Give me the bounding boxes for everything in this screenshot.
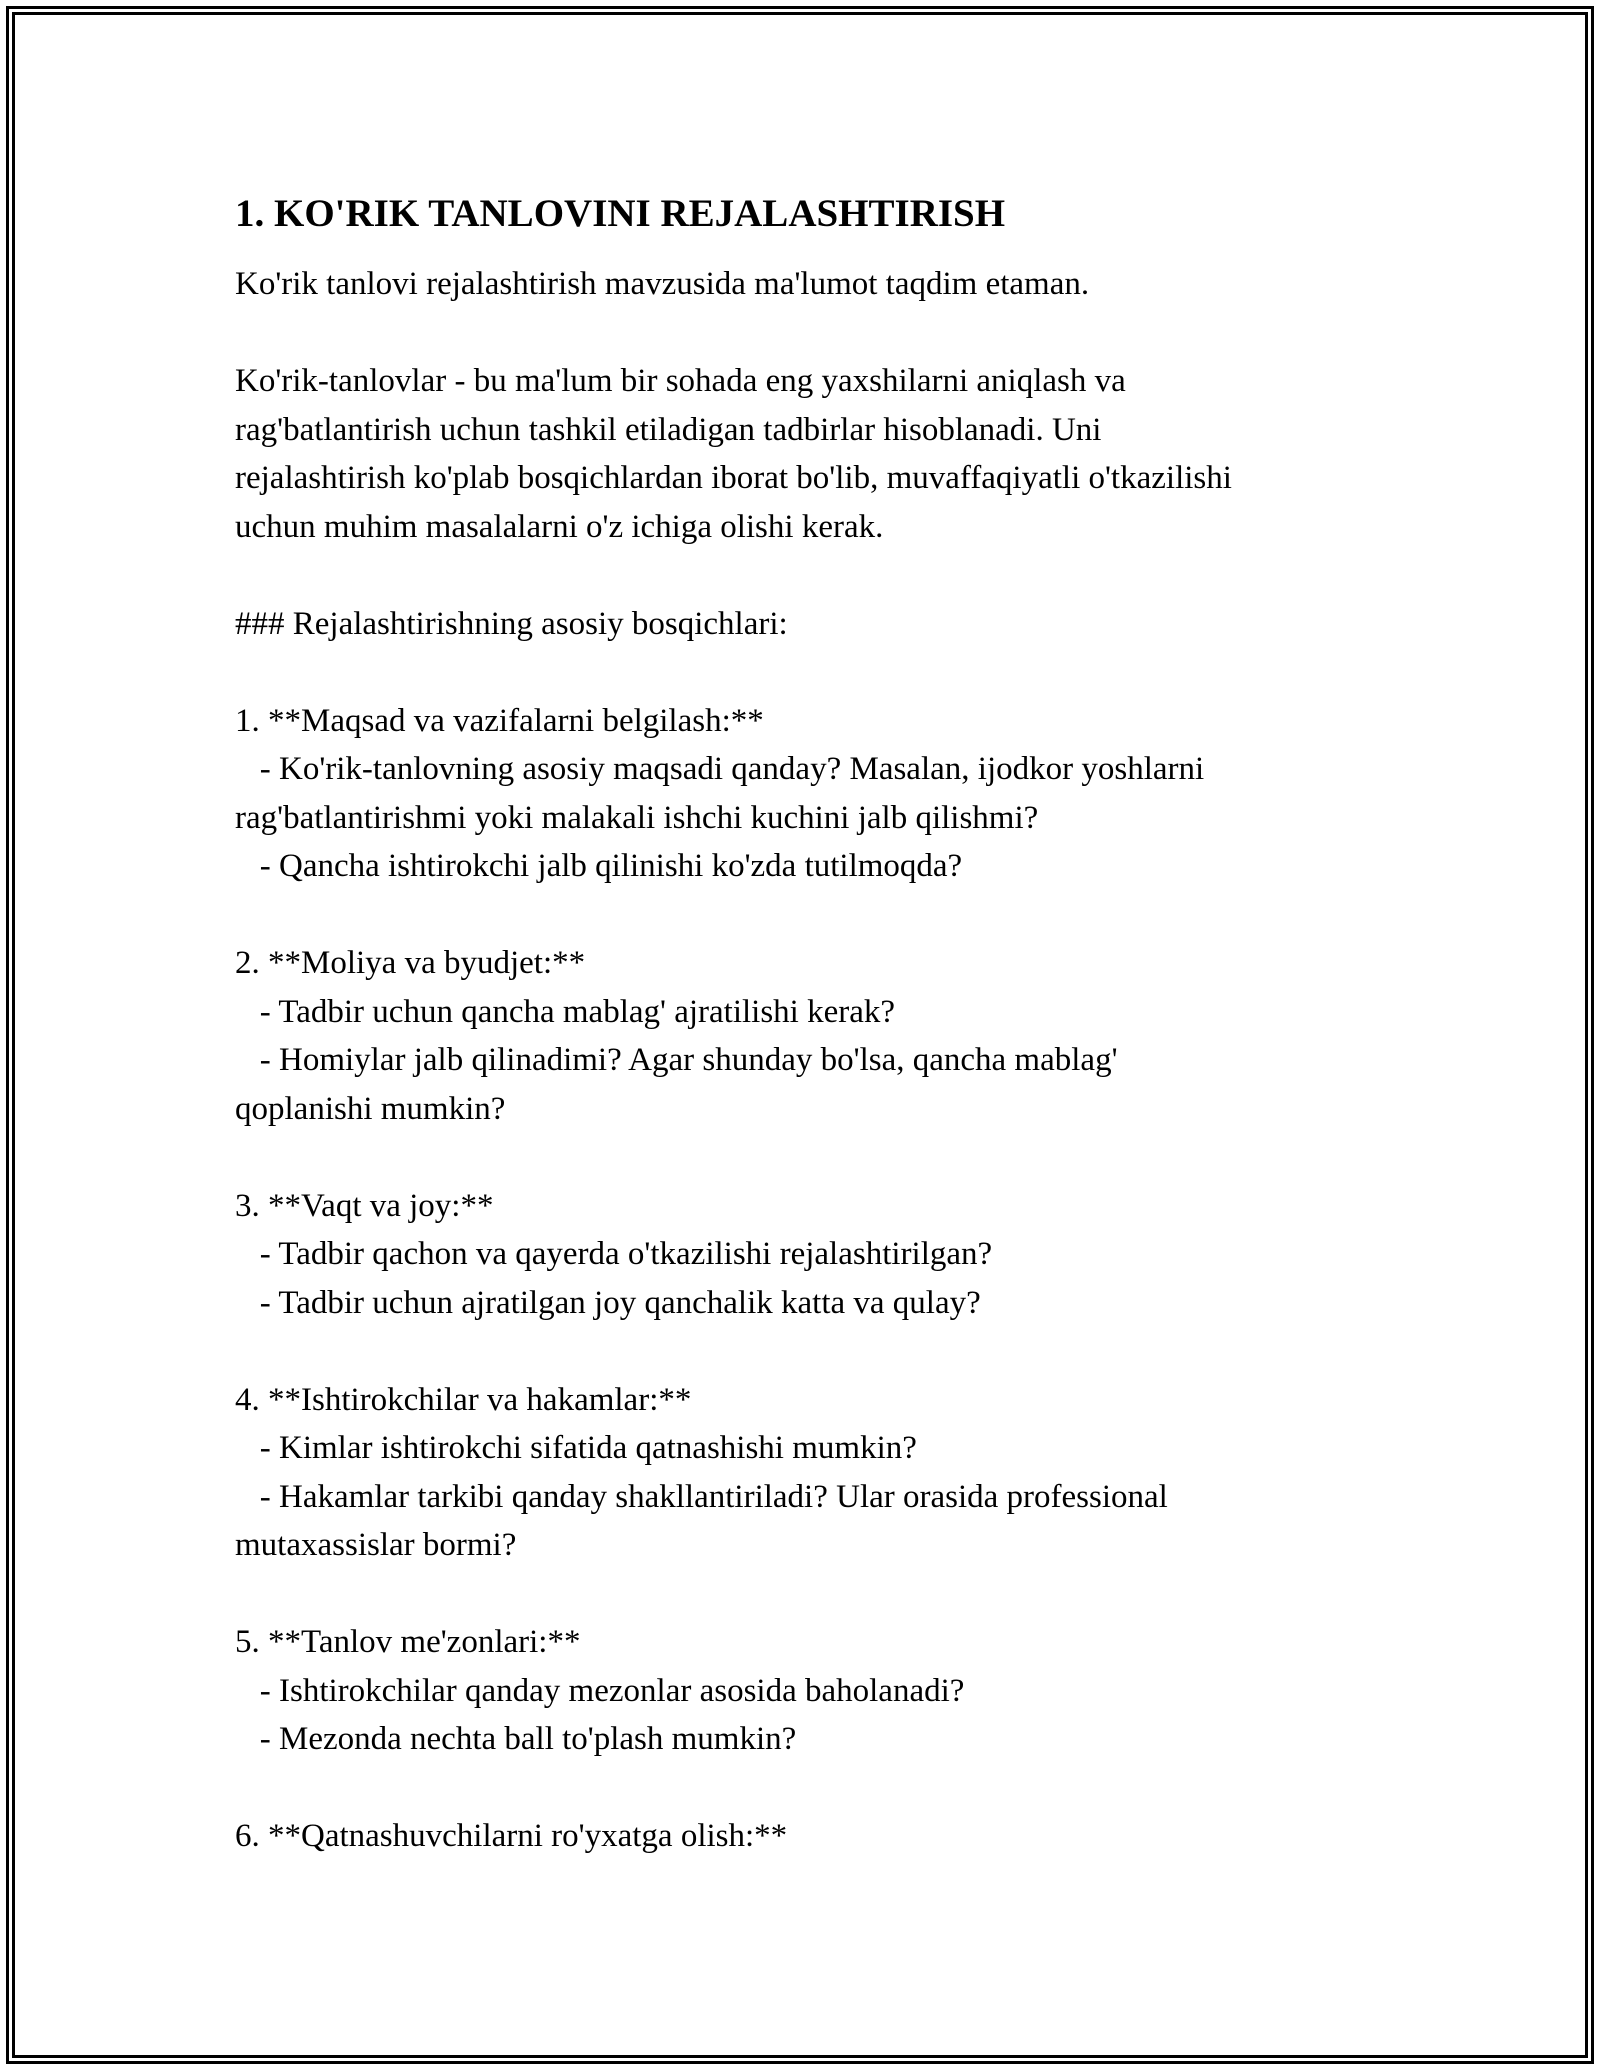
step-line: rag'batlantirishmi yoki malakali ishchi kuchini jalb qilishmi? xyxy=(235,799,1039,836)
step-line: - Homiylar jalb qilinadimi? Agar shunday bo'lsa, qancha mablag' xyxy=(235,1042,1118,1078)
blank-line xyxy=(235,551,1365,600)
step-heading: 2. **Moliya va byudjet:** xyxy=(235,945,586,981)
step-section-6 xyxy=(235,1812,1365,1861)
blank-line xyxy=(235,1327,1365,1376)
step-heading: 1. **Maqsad va vazifalarni belgilash:** xyxy=(235,702,764,739)
step-heading: 6. **Qatnashuvchilarni ro'yxatga olish:** xyxy=(235,1818,788,1854)
intro-paragraph xyxy=(235,357,1365,551)
step-line: - Ko'rik-tanlovning asosiy maqsadi qanday? Masalan, ijodkor yoshlarni xyxy=(235,751,1205,787)
step-line: - Qancha ishtirokchi jalb qilinishi ko'zda tutilmoqda? xyxy=(235,848,963,884)
blank-line xyxy=(235,648,1365,697)
paragraph-line: uchun muhim masalalarni o'z ichiga olishi kerak. xyxy=(235,508,884,545)
document-body xyxy=(235,190,1365,1861)
paragraph-line: rag'batlantirish uchun tashkil etiladigan tadbirlar hisoblanadi. Uni xyxy=(235,411,1102,448)
step-section-4 xyxy=(235,1376,1365,1570)
intro-line: Ko'rik tanlovi rejalashtirish mavzusida ma'lumot taqdim etaman. xyxy=(235,266,1090,302)
section-subheading: ### Rejalashtirishning asosiy bosqichlari: xyxy=(235,605,788,642)
blank-line xyxy=(235,891,1365,940)
blank-line xyxy=(235,1764,1365,1813)
document-title: 1. KO'RIK TANLOVINI REJALASHTIRISH xyxy=(235,192,1006,235)
step-line: - Mezonda nechta ball to'plash mumkin? xyxy=(235,1721,797,1757)
step-section-1 xyxy=(235,697,1365,891)
step-heading: 3. **Vaqt va joy:** xyxy=(235,1187,494,1224)
paragraph-line: rejalashtirish ko'plab bosqichlardan iborat bo'lib, muvaffaqiyatli o'tkazilishi xyxy=(235,460,1232,496)
step-line: - Tadbir uchun ajratilgan joy qanchalik katta va qulay? xyxy=(235,1284,981,1321)
step-heading: 5. **Tanlov me'zonlari:** xyxy=(235,1624,581,1660)
blank-line xyxy=(235,1570,1365,1619)
step-line: - Tadbir uchun qancha mablag' ajratilishi kerak? xyxy=(235,993,896,1030)
step-section-3 xyxy=(235,1182,1365,1328)
step-line: - Ishtirokchilar qanday mezonlar asosida baholanadi? xyxy=(235,1672,965,1709)
step-line: mutaxassislar bormi? xyxy=(235,1527,517,1563)
blank-line xyxy=(235,1133,1365,1182)
paragraph-line: Ko'rik-tanlovlar - bu ma'lum bir sohada eng yaxshilarni aniqlash va xyxy=(235,363,1126,399)
step-section-5 xyxy=(235,1618,1365,1764)
blank-line xyxy=(235,309,1365,358)
step-line: - Kimlar ishtirokchi sifatida qatnashishi mumkin? xyxy=(235,1430,917,1466)
step-line: - Tadbir qachon va qayerda o'tkazilishi rejalashtirilgan? xyxy=(235,1236,993,1272)
step-line: - Hakamlar tarkibi qanday shakllantiriladi? Ular orasida professional xyxy=(235,1478,1168,1515)
step-heading: 4. **Ishtirokchilar va hakamlar:** xyxy=(235,1381,692,1418)
step-section-2 xyxy=(235,939,1365,1133)
step-line: qoplanishi mumkin? xyxy=(235,1090,506,1127)
